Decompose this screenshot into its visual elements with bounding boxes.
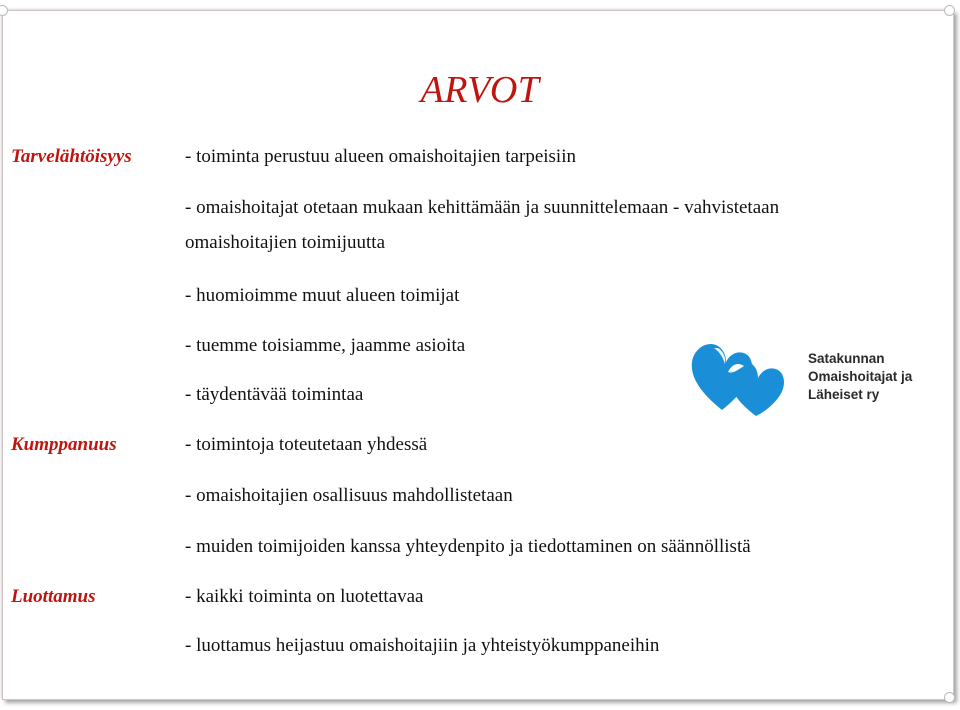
two-hearts-logo-icon <box>688 332 798 422</box>
logo-line-2: Omaishoitajat ja <box>808 369 913 384</box>
value-line: - toimintoja toteutetaan yhdessä <box>185 434 428 455</box>
value-line: - omaishoitajien osallisuus mahdollistetaan <box>185 485 513 506</box>
frame-corner-handle <box>944 5 955 16</box>
frame-corner-handle <box>944 692 955 703</box>
logo-line-1: Satakunnan <box>808 351 885 366</box>
value-line: - tuemme toisiamme, jaamme asioita <box>185 335 466 356</box>
value-line: omaishoitajien toimijuutta <box>185 232 386 253</box>
value-line: - kaikki toiminta on luotettavaa <box>185 586 424 607</box>
value-line: - luottamus heijastuu omaishoitajiin ja yhteistyökumppaneihin <box>185 635 660 656</box>
value-line: - toiminta perustuu alueen omaishoitajien tarpeisiin <box>185 146 576 167</box>
category-kumppanuus: Kumppanuus <box>11 434 117 455</box>
category-luottamus: Luottamus <box>11 586 96 607</box>
organization-logo <box>688 332 928 422</box>
slide-title: ARVOT <box>420 69 540 111</box>
value-line: - täydentävää toimintaa <box>185 384 364 405</box>
value-line: - muiden toimijoiden kanssa yhteydenpito ja tiedottaminen on säännöllistä <box>185 536 751 557</box>
value-line: - huomioimme muut alueen toimijat <box>185 285 460 306</box>
value-line: - omaishoitajat otetaan mukaan kehittämään ja suunnittelemaan - vahvistetaan <box>185 197 780 218</box>
category-tarvelahtoisyys: Tarvelähtöisyys <box>11 146 132 167</box>
logo-text <box>808 350 912 404</box>
logo-line-3: Läheiset ry <box>808 387 880 402</box>
